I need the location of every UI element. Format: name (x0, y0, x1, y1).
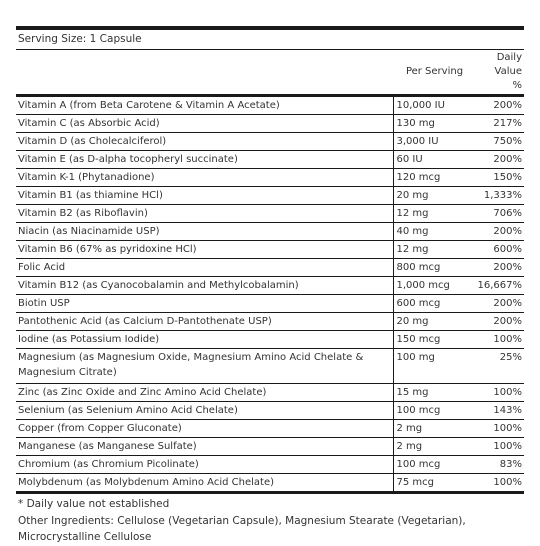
serving-size: Serving Size: 1 Capsule (16, 30, 524, 50)
table-row (16, 277, 524, 295)
nutrient-amount: 2 mg (393, 438, 476, 456)
nutrient-daily-value: 100% (476, 474, 524, 493)
nutrient-amount: 10,000 IU (393, 96, 476, 115)
nutrient-amount: 120 mcg (393, 169, 476, 187)
nutrient-name: Pantothenic Acid (as Calcium D-Pantothenate USP) (16, 313, 393, 331)
nutrient-daily-value: 143% (476, 402, 524, 420)
nutrient-name: Vitamin B12 (as Cyanocobalamin and Methylcobalamin) (16, 277, 393, 295)
other-ingredients-line-2: Microcrystalline Cellulose (18, 531, 152, 543)
nutrient-daily-value: 200% (476, 151, 524, 169)
table-row (16, 259, 524, 277)
nutrient-amount: 60 IU (393, 151, 476, 169)
nutrient-name: Iodine (as Potassium Iodide) (16, 331, 393, 349)
nutrient-amount: 3,000 IU (393, 133, 476, 151)
per-serving-label: Per Serving (405, 66, 464, 77)
table-row (16, 151, 524, 169)
table-row (16, 384, 524, 402)
nutrient-name: Vitamin B6 (67% as pyridoxine HCl) (16, 241, 393, 259)
table-row (16, 115, 524, 133)
nutrient-daily-value: 100% (476, 420, 524, 438)
nutrient-daily-value: 750% (476, 133, 524, 151)
table-row (16, 313, 524, 331)
nutrient-name: Niacin (as Niacinamide USP) (16, 223, 393, 241)
nutrient-amount: 12 mg (393, 241, 476, 259)
nutrient-daily-value: 100% (476, 331, 524, 349)
header-daily-value (476, 50, 524, 96)
table-row (16, 241, 524, 259)
nutrient-amount: 150 mcg (393, 331, 476, 349)
table-row (16, 96, 524, 115)
nutrient-daily-value: 200% (476, 295, 524, 313)
nutrient-daily-value: 25% (476, 349, 524, 384)
nutrient-name: Chromium (as Chromium Picolinate) (16, 456, 393, 474)
header-nutrient (16, 50, 393, 96)
table-row (16, 133, 524, 151)
nutrient-daily-value: 83% (476, 456, 524, 474)
nutrient-amount: 800 mcg (393, 259, 476, 277)
nutrient-amount: 130 mg (393, 115, 476, 133)
nutrient-amount: 2 mg (393, 420, 476, 438)
nutrient-daily-value: 150% (476, 169, 524, 187)
nutrient-daily-value: 200% (476, 259, 524, 277)
other-ingredients (18, 513, 524, 546)
nutrient-name: Magnesium (as Magnesium Oxide, Magnesium Amino Acid Chelate & Magnesium Citrate) (16, 349, 393, 384)
nutrient-amount: 12 mg (393, 205, 476, 223)
table-row (16, 438, 524, 456)
nutrient-amount: 600 mcg (393, 295, 476, 313)
nutrient-name: Biotin USP (16, 295, 393, 313)
nutrient-name: Folic Acid (16, 259, 393, 277)
nutrient-daily-value: 1,333% (476, 187, 524, 205)
nutrient-amount: 1,000 mcg (393, 277, 476, 295)
footer-notes (16, 494, 524, 546)
nutrient-daily-value: 200% (476, 223, 524, 241)
nutrient-name: Vitamin C (as Absorbic Acid) (16, 115, 393, 133)
table-row (16, 187, 524, 205)
nutrient-amount: 40 mg (393, 223, 476, 241)
supplement-facts-panel (16, 26, 524, 546)
nutrient-amount: 15 mg (393, 384, 476, 402)
nutrient-daily-value: 16,667% (476, 277, 524, 295)
nutrient-amount: 20 mg (393, 187, 476, 205)
nutrient-name: Copper (from Copper Gluconate) (16, 420, 393, 438)
footnote: * Daily value not established (18, 498, 170, 510)
nutrient-name: Vitamin B2 (as Riboflavin) (16, 205, 393, 223)
nutrient-amount: 100 mcg (393, 402, 476, 420)
table-header-row (16, 50, 524, 96)
nutrient-daily-value: 217% (476, 115, 524, 133)
table-row (16, 474, 524, 493)
table-row (16, 331, 524, 349)
nutrient-daily-value: 200% (476, 313, 524, 331)
other-ingredients-line-1: Other Ingredients: Cellulose (Vegetarian Capsule), Magnesium Stearate (Vegetarian), (18, 514, 466, 527)
nutrient-daily-value: 706% (476, 205, 524, 223)
nutrient-name: Manganese (as Manganese Sulfate) (16, 438, 393, 456)
table-row (16, 349, 524, 384)
table-row (16, 420, 524, 438)
nutrient-name: Vitamin D (as Cholecalciferol) (16, 133, 393, 151)
nutrient-name: Molybdenum (as Molybdenum Amino Acid Chelate) (16, 474, 393, 493)
nutrient-daily-value: 600% (476, 241, 524, 259)
nutrient-daily-value: 100% (476, 384, 524, 402)
table-row (16, 295, 524, 313)
nutrient-name: Vitamin E (as D-alpha tocopheryl succinate) (16, 151, 393, 169)
nutrient-amount: 100 mg (393, 349, 476, 384)
nutrient-daily-value: 100% (476, 438, 524, 456)
nutrient-name: Vitamin B1 (as thiamine HCl) (16, 187, 393, 205)
nutrient-name: Selenium (as Selenium Amino Acid Chelate) (16, 402, 393, 420)
table-row (16, 169, 524, 187)
daily-value-percent-label: % (512, 80, 522, 91)
header-per-serving (393, 50, 476, 96)
daily-value-label: Daily Value (494, 52, 522, 77)
nutrient-amount: 75 mcg (393, 474, 476, 493)
table-row (16, 402, 524, 420)
table-row (16, 205, 524, 223)
nutrient-name: Zinc (as Zinc Oxide and Zinc Amino Acid Chelate) (16, 384, 393, 402)
table-row (16, 456, 524, 474)
nutrient-table (16, 50, 524, 494)
nutrient-name: Vitamin K-1 (Phytanadione) (16, 169, 393, 187)
nutrient-name: Vitamin A (from Beta Carotene & Vitamin A Acetate) (16, 96, 393, 115)
nutrient-amount: 100 mcg (393, 456, 476, 474)
nutrient-amount: 20 mg (393, 313, 476, 331)
table-row (16, 223, 524, 241)
nutrient-daily-value: 200% (476, 96, 524, 115)
